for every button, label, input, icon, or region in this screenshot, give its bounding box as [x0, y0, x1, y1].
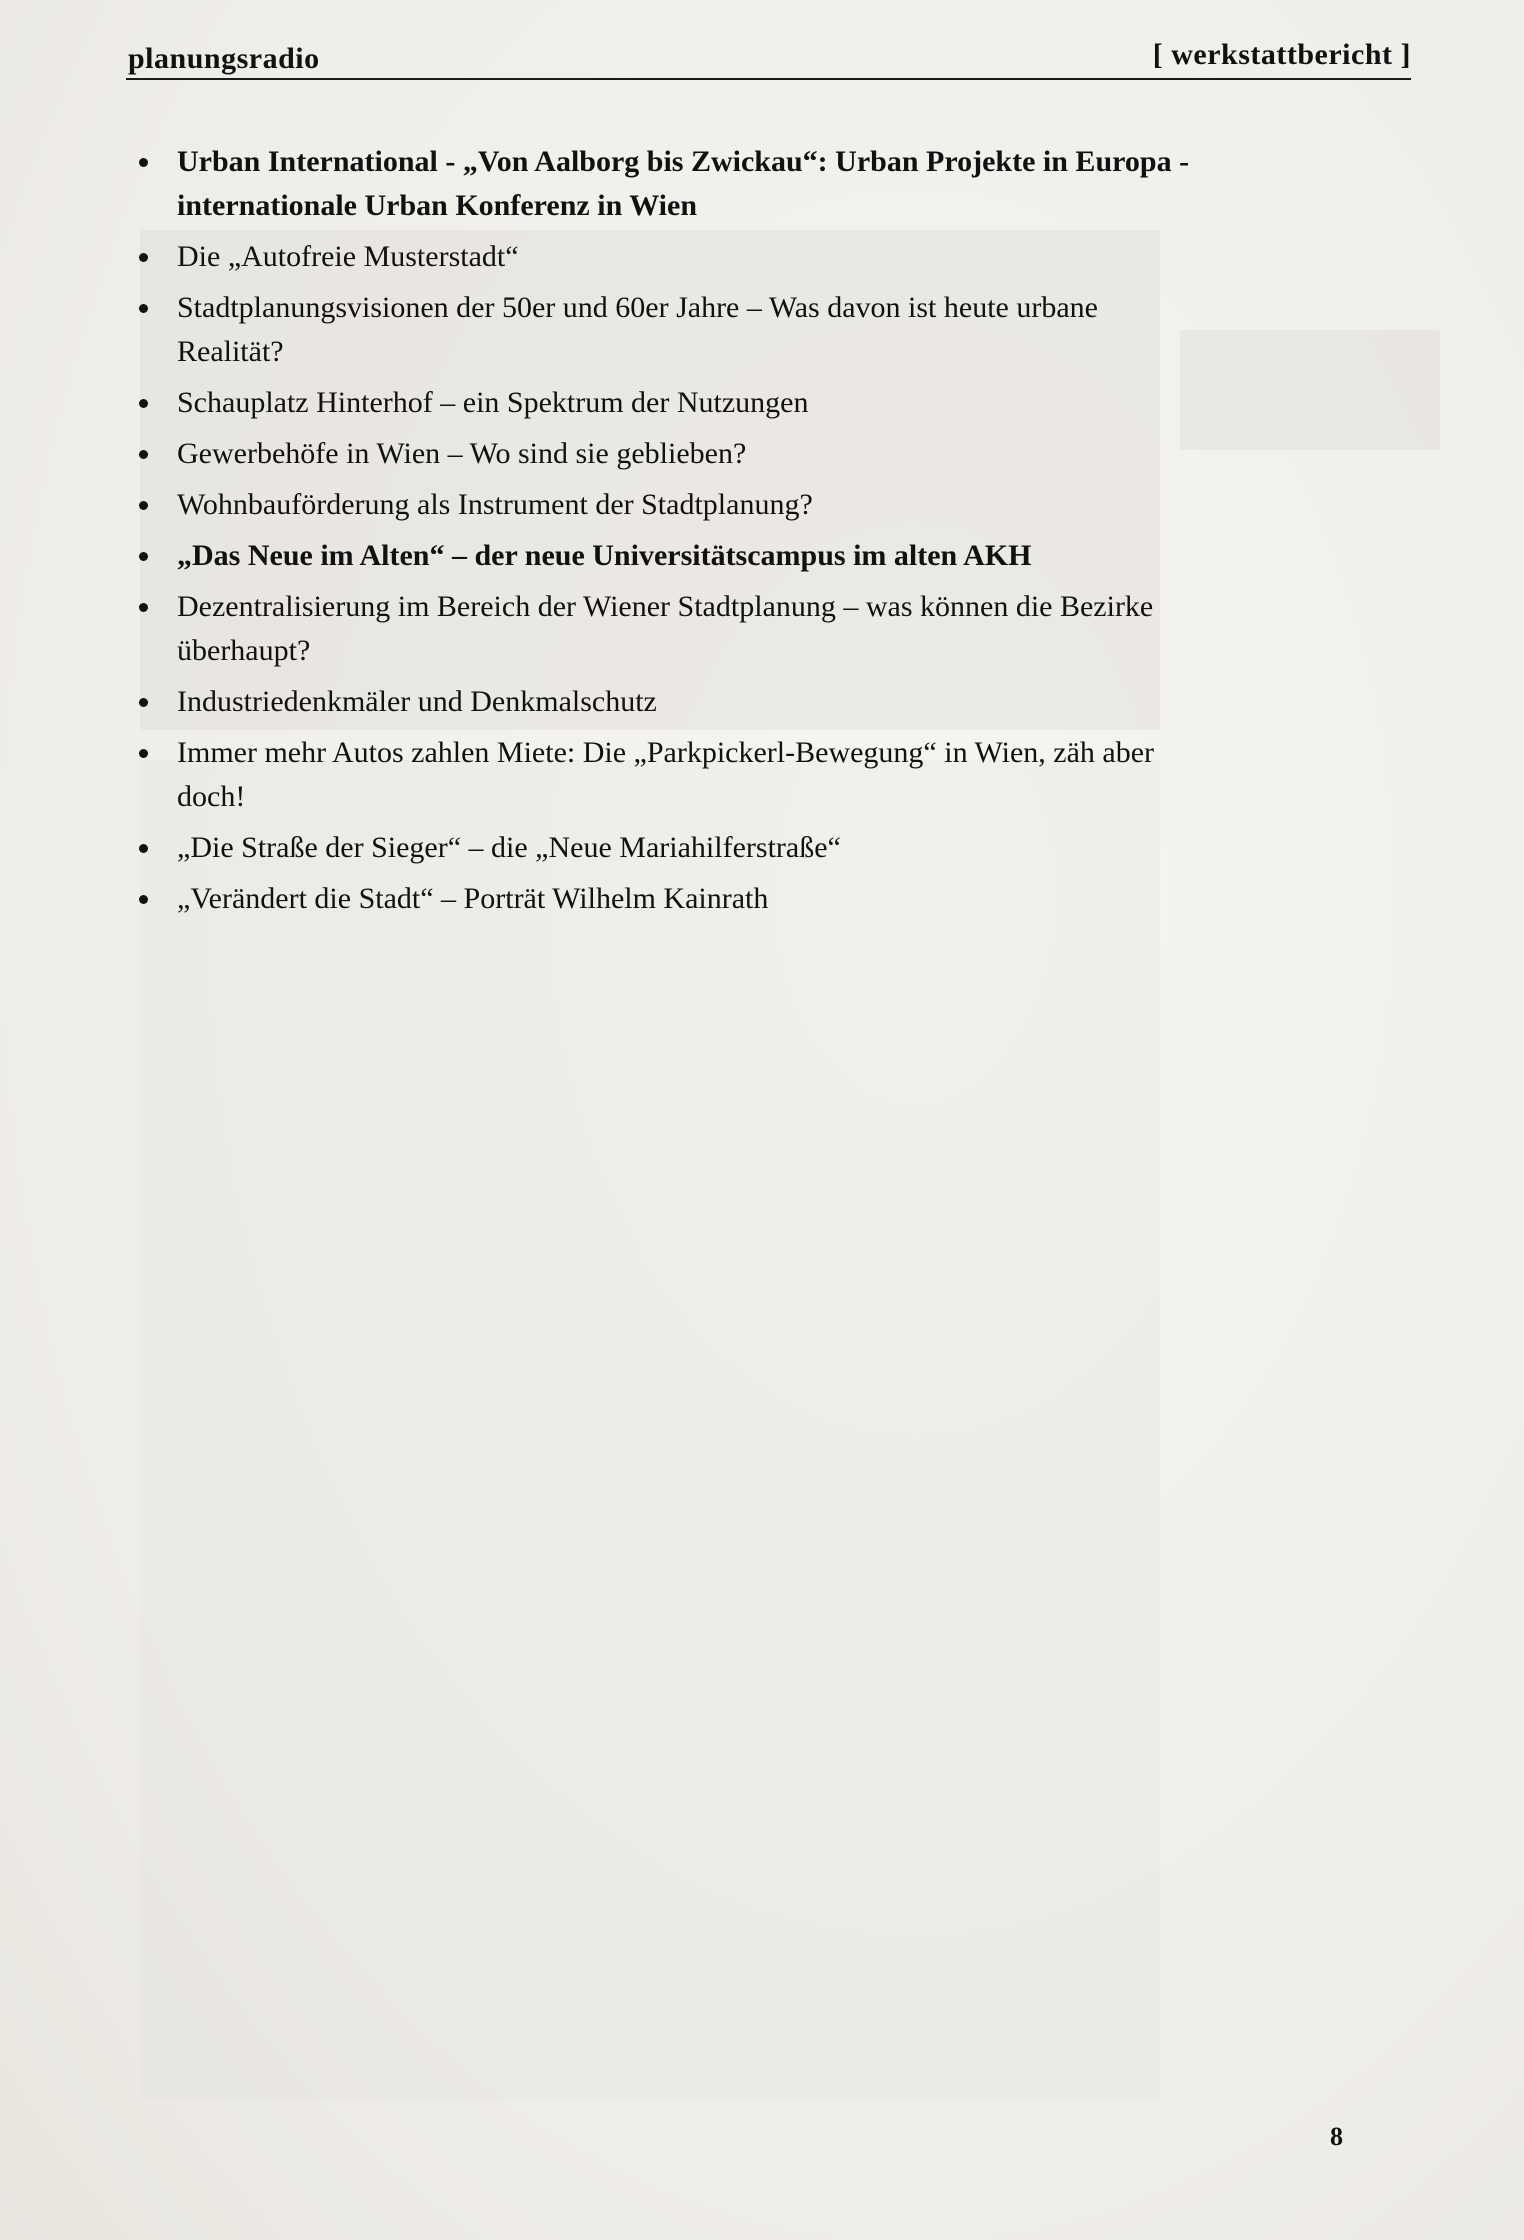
- topic-text: „Verändert die Stadt“ – Porträt Wilhelm Kainrath: [177, 882, 769, 915]
- topic-text: Immer mehr Autos zahlen Miete: Die „Parkpickerl-Bewegung“ in Wien, zäh aber doch!: [177, 736, 1155, 813]
- bullet-icon: [139, 253, 148, 262]
- topic-text: Urban International - „Von Aalborg bis Zwickau“: Urban Projekte in Europa - internationale Urban Konferenz in Wien: [177, 145, 1190, 222]
- bullet-icon: [139, 501, 148, 510]
- topic-item: [136, 140, 1196, 228]
- topic-text: Dezentralisierung im Bereich der Wiener Stadtplanung – was können die Bezirke überhaupt?: [177, 590, 1154, 667]
- topic-item: [136, 826, 1196, 870]
- topic-item: [136, 286, 1196, 374]
- bullet-icon: [139, 895, 148, 904]
- topic-item: [136, 534, 1196, 578]
- topic-list: [136, 140, 1196, 928]
- topic-item: [136, 680, 1196, 724]
- topic-text: Wohnbauförderung als Instrument der Stadtplanung?: [177, 488, 813, 521]
- topic-text: Industriedenkmäler und Denkmalschutz: [177, 685, 657, 718]
- bullet-icon: [139, 399, 148, 408]
- bullet-icon: [139, 698, 148, 707]
- topic-item: [136, 877, 1196, 921]
- topic-item: [136, 235, 1196, 279]
- bleed-through-margin-note: [1180, 330, 1440, 450]
- bullet-icon: [139, 304, 148, 313]
- topic-text: „Die Straße der Sieger“ – die „Neue Mariahilferstraße“: [177, 831, 841, 864]
- bullet-icon: [139, 158, 148, 167]
- topic-item: [136, 483, 1196, 527]
- header-section-label: [ werkstattbericht ]: [1152, 38, 1411, 71]
- bullet-icon: [139, 844, 148, 853]
- bleed-through-shadow-lower: [140, 760, 1160, 2100]
- bullet-icon: [139, 603, 148, 612]
- bullet-icon: [139, 450, 148, 459]
- topic-text: Gewerbehöfe in Wien – Wo sind sie geblieben?: [177, 437, 747, 470]
- topic-text: Die „Autofreie Musterstadt“: [177, 240, 519, 273]
- topic-item: [136, 585, 1196, 673]
- topic-text: Schauplatz Hinterhof – ein Spektrum der Nutzungen: [177, 386, 809, 419]
- topic-item: [136, 432, 1196, 476]
- topic-text: „Das Neue im Alten“ – der neue Universitätscampus im alten AKH: [177, 539, 1032, 572]
- header-title: planungsradio: [128, 42, 320, 75]
- topic-text: Stadtplanungsvisionen der 50er und 60er Jahre – Was davon ist heute urbane Realität?: [177, 291, 1098, 368]
- page-header: [126, 32, 1411, 80]
- page-number: 8: [1330, 2122, 1343, 2151]
- topic-item: [136, 731, 1196, 819]
- bullet-icon: [139, 552, 148, 561]
- bullet-icon: [139, 749, 148, 758]
- topic-item: [136, 381, 1196, 425]
